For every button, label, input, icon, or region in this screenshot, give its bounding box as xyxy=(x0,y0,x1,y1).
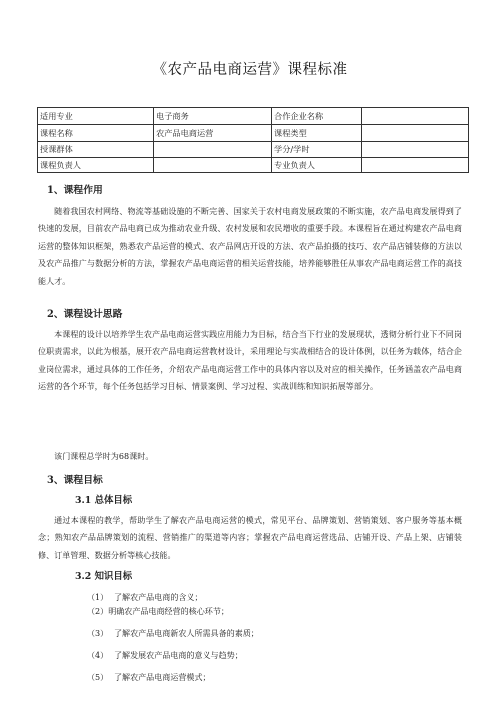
list-item xyxy=(87,628,500,639)
table-row xyxy=(38,108,469,125)
table-cell xyxy=(362,108,469,125)
design-idea-paragraph: 本课程的设计以培养学生农产品电商运营实践应用能力为目标，结合当下行业的发展现状，透彻分析行业下不同岗位职责需求，以此为根基，展开农产品电商运营教材设计，采用理论与实战相结合的设计体例，以任务为载体，结合企业岗位需求，通过具体的工作任务，介绍农产品电商运营工作中的具体内容以及对应的相关操作，任务涵盖农产品电商运营的各个环节，每个任务包括学习目标、情景案例、学习过程、实战训练和知识拓展等部分。 xyxy=(38,330,462,392)
table-cell: 专业负责人 xyxy=(272,158,362,173)
list-item-number: （5） xyxy=(87,673,109,682)
list-item xyxy=(87,606,500,617)
table-row xyxy=(38,158,469,173)
list-item-number: （4） xyxy=(87,651,109,660)
list-item xyxy=(87,650,500,661)
table-row xyxy=(38,142,469,158)
subheading-overall-goal: 3.1 总体目标 xyxy=(75,495,133,506)
course-info-table xyxy=(37,107,469,173)
table-cell xyxy=(362,158,469,173)
list-item xyxy=(87,592,500,603)
table-cell: 合作企业名称 xyxy=(272,108,362,125)
table-cell: 课程名称 xyxy=(38,125,154,142)
list-item-text: 了解农产品电商的含义； xyxy=(114,593,203,602)
list-item-number: （1） xyxy=(87,593,109,602)
table-cell: 农产品电商运营 xyxy=(154,125,272,142)
table-cell: 课程类型 xyxy=(272,125,362,142)
list-item-text: 明确农产品电商经营的核心环节； xyxy=(108,607,229,616)
table-cell: 电子商务 xyxy=(154,108,272,125)
subheading-knowledge-goal: 3.2 知识目标 xyxy=(75,571,133,582)
table-cell xyxy=(154,142,272,158)
section-heading-design-idea: 2、课程设计思路 xyxy=(47,309,123,320)
section-heading-course-goals: 3、课程目标 xyxy=(47,475,103,486)
table-row xyxy=(38,125,469,142)
table-cell xyxy=(362,125,469,142)
table-cell: 授课群体 xyxy=(38,142,154,158)
table-cell: 学分/学时 xyxy=(272,142,362,158)
table-cell xyxy=(154,158,272,173)
section-heading-course-role: 1、课程作用 xyxy=(47,185,103,196)
list-item-number: （3） xyxy=(87,629,109,638)
list-item-number: （2） xyxy=(87,607,109,616)
course-role-paragraph: 随着我国农村网络、物流等基础设施的不断完善、国家关于农村电商发展政策的不断实施，农产品电商发展得到了快速的发展，目前农产品电商已成为推动农业升级、农村发展和农民增收的重要手段。本课程旨在通过构建农产品电商运营的整体知识框架，熟悉农产品运营的模式、农产品网店开设的方法、农产品拍摄的技巧、农产品店铺装修的方法以及农产品推广与数据分析的方法，掌握农产品电商运营的相关运营技能，培养能够胜任从事农产品电商运营工作的高技能人才。 xyxy=(38,207,462,286)
table-cell xyxy=(362,142,469,158)
list-item-text: 了解发展农产品电商的意义与趋势； xyxy=(114,651,243,660)
list-item xyxy=(87,672,500,683)
total-hours-text: 该门课程总学时为68课时。 xyxy=(54,452,154,461)
page-title: 《农产品电商运营》课程标准 xyxy=(152,62,348,78)
table-cell: 适用专业 xyxy=(38,108,154,125)
list-item-text: 了解农产品电商运营模式； xyxy=(114,673,211,682)
table-cell: 课程负责人 xyxy=(38,158,154,173)
overall-goal-paragraph: 通过本课程的教学，帮助学生了解农产品电商运营的模式，常见平台、品牌策划、营销策划、客户服务等基本概念；熟知农产品品牌策划的流程、营销推广的渠道等内容；掌握农产品电商运营选品、店铺开设、产品上架、店铺装修、订单管理、数据分析等核心技能。 xyxy=(38,516,462,560)
list-item-text: 了解农产品电商新农人所需具备的素质； xyxy=(114,629,259,638)
